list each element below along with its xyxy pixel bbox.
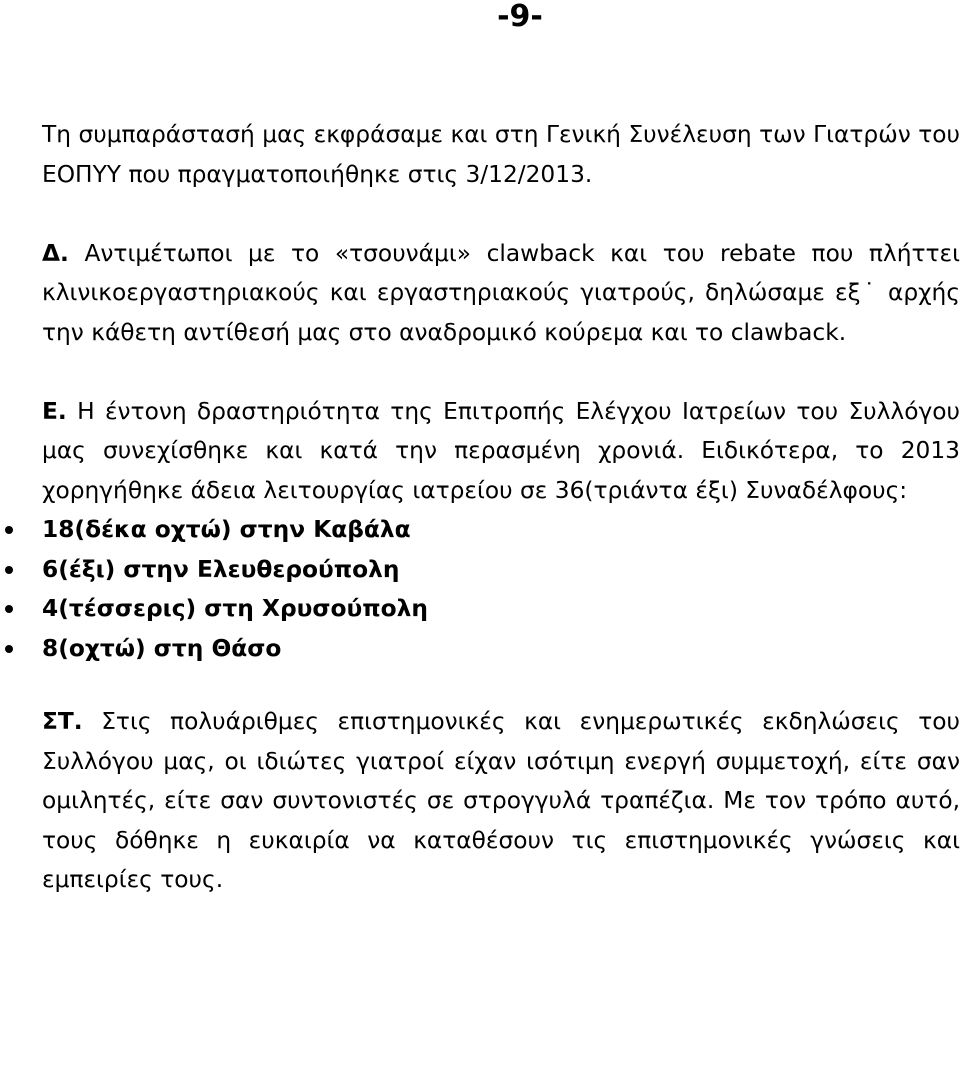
list-item bbox=[42, 510, 960, 550]
paragraph-gap bbox=[42, 668, 960, 702]
paragraph-intro: Τη συμπαράστασή μας εκφράσαμε και στη Γενική Συνέλευση των Γιατρών του ΕΟΠΥΥ που πραγματοποιήθηκε στις 3/12/2013. bbox=[42, 121, 960, 188]
list-item-text: 4(τέσσερις) στη Χρυσούπολη bbox=[42, 595, 428, 622]
bullet-icon bbox=[5, 526, 13, 534]
paragraph-gap bbox=[42, 194, 960, 234]
list-item bbox=[42, 550, 960, 590]
section-label-st: ΣΤ. bbox=[42, 708, 83, 735]
page-number: -9- bbox=[497, 0, 543, 34]
list-item-text: 18(δέκα οχτώ) στην Καβάλα bbox=[42, 516, 411, 543]
section-label-d: Δ. bbox=[42, 239, 69, 267]
paragraph-gap bbox=[42, 352, 960, 392]
bullet-icon bbox=[5, 566, 13, 574]
list-item-text: 6(έξι) στην Ελευθερούπολη bbox=[42, 555, 400, 583]
list-item bbox=[42, 629, 960, 669]
list-item-text: 8(οχτώ) στη Θάσο bbox=[42, 634, 282, 662]
license-bullet-list bbox=[42, 510, 960, 668]
section-label-e: Ε. bbox=[42, 397, 67, 425]
document-body bbox=[42, 115, 960, 900]
paragraph-st bbox=[42, 702, 960, 900]
section-text-e: Η έντονη δραστηριότητα της Επιτροπής Ελέγχου Ιατρείων του Συλλόγου μας συνεχίσθηκε και κατά την περασμένη χρονιά. Ειδικότερα, το 2013 χορηγήθηκε άδεια λειτουργίας ιατρείου σε 36(τριάντα έξι) Συναδέλφους: bbox=[42, 397, 960, 504]
bullet-icon bbox=[5, 605, 13, 613]
section-text-st: Στις πολυάριθμες επιστημονικές και ενημερωτικές εκδηλώσεις του Συλλόγου μας, οι ιδιώτες γιατροί είχαν ισότιμη ενεργή συμμετοχή, είτε σαν ομιλητές, είτε σαν συντονιστές σε στρογγυλά τραπέζια. Με τον τρόπο αυτό, τους δόθηκε η ευκαιρία να καταθέσουν τις επιστημονικές γνώσεις και εμπειρίες τους. bbox=[42, 708, 960, 893]
bullet-icon bbox=[5, 645, 13, 653]
section-text-d: Αντιμέτωποι με το «τσουνάμι» clawback και του rebate που πλήττει κλινικοεργαστηριακούς και εργαστηριακούς γιατρούς, δηλώσαμε εξ˙ αρχής την κάθετη αντίθεσή μας στο αναδρομικό κούρεμα και το clawback. bbox=[42, 239, 960, 346]
list-item bbox=[42, 589, 960, 629]
paragraph-d bbox=[42, 234, 960, 353]
paragraph-e bbox=[42, 392, 960, 511]
